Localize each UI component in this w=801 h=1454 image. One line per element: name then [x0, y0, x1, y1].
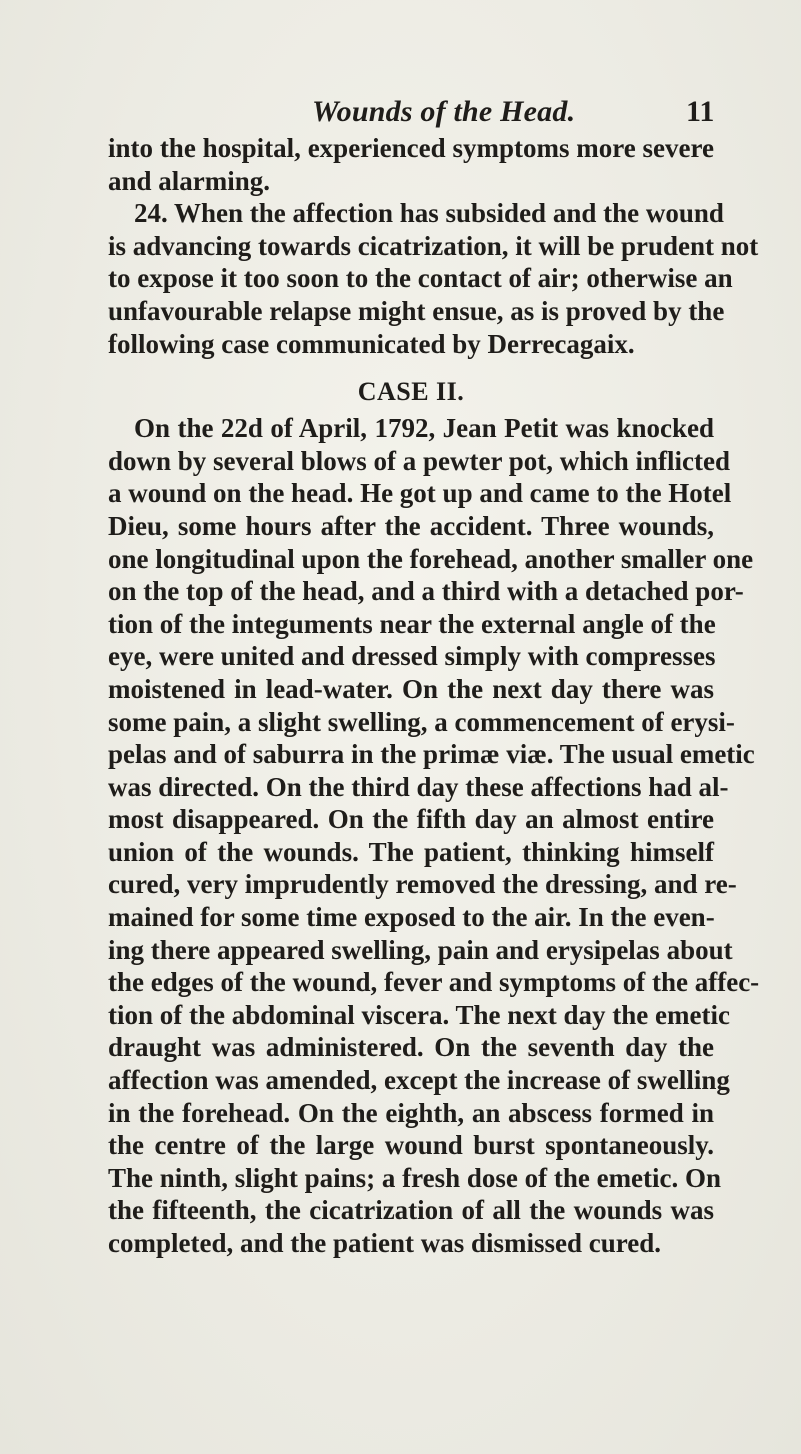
body-text — [108, 132, 760, 1260]
text-line: tion of the abdominal viscera. The next day the emetic — [108, 999, 730, 1030]
case-heading: CASE II. — [357, 377, 465, 407]
text-line: mained for some time exposed to the air. In the even- — [108, 902, 715, 933]
text-line: the edges of the wound, fever and symptoms of the affec- — [108, 967, 760, 998]
text-line: the fifteenth, the cicatrization of all the wounds was — [108, 1195, 714, 1226]
text-line: draught was administered. On the seventh day the — [108, 1032, 714, 1063]
text-line: to expose it too soon to the contact of air; otherwise an — [108, 263, 733, 294]
text-line: affection was amended, except the increase of swelling — [108, 1065, 730, 1096]
text-line: eye, were united and dressed simply with compresses — [108, 641, 716, 672]
text-line: and alarming. — [108, 165, 271, 196]
text-line: a wound on the head. He got up and came to the Hotel — [108, 478, 732, 509]
text-line: some pain, a slight swelling, a commencement of erysi- — [108, 706, 735, 737]
text-line: down by several blows of a pewter pot, which inflicted — [108, 445, 731, 476]
text-line: in the forehead. On the eighth, an abscess formed in — [108, 1097, 714, 1128]
text-line: most disappeared. On the fifth day an almost entire — [108, 804, 714, 835]
text-line: moistened in lead-water. On the next day there was — [108, 673, 714, 704]
text-line: On the 22d of April, 1792, Jean Petit was knocked — [134, 413, 714, 444]
text-line: tion of the integuments near the external angle of the — [108, 608, 716, 639]
text-line: is advancing towards cicatrization, it will be prudent not — [108, 230, 759, 261]
running-title: Wounds of the Head. — [312, 95, 576, 128]
text-line: on the top of the head, and a third with a detached por- — [108, 576, 744, 607]
text-line: the centre of the large wound burst spontaneously. — [108, 1130, 714, 1161]
text-line: Dieu, some hours after the accident. Three wounds, — [108, 510, 714, 541]
text-line: unfavourable relapse might ensue, as is proved by the — [108, 295, 725, 326]
text-line: one longitudinal upon the forehead, another smaller one — [108, 543, 754, 574]
text-line: The ninth, slight pains; a fresh dose of the emetic. On — [108, 1162, 722, 1193]
text-line: into the hospital, experienced symptoms more severe — [108, 133, 714, 163]
paragraph-24 — [108, 197, 759, 360]
text-line: following case communicated by Derrecagaix. — [108, 328, 635, 359]
page-number: 11 — [686, 95, 715, 128]
text-line: union of the wounds. The patient, thinking himself — [108, 836, 714, 867]
text-line: cured, very imprudently removed the dressing, and re- — [108, 869, 737, 900]
text-line: pelas and of saburra in the primæ viæ. The usual emetic — [108, 739, 755, 770]
running-head — [0, 95, 801, 135]
text-line: ing there appeared swelling, pain and erysipelas about — [108, 934, 733, 965]
paragraph-continuation — [108, 132, 714, 197]
text-line: was directed. On the third day these affections had al- — [108, 771, 729, 802]
text-line: 24. When the affection has subsided and the wound — [134, 198, 724, 229]
text-line: completed, and the patient was dismissed cured. — [108, 1228, 662, 1258]
paragraph-case-ii — [108, 412, 760, 1259]
